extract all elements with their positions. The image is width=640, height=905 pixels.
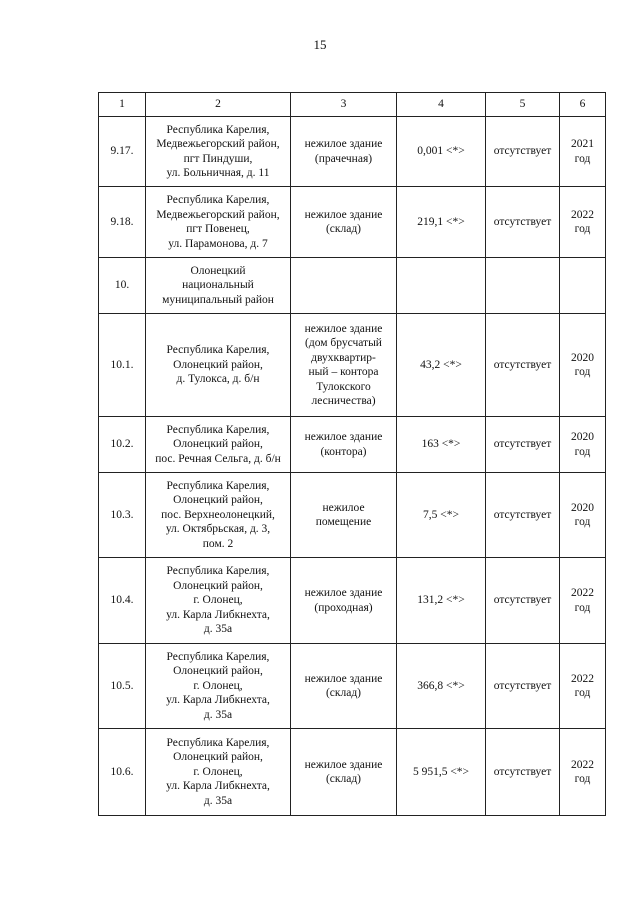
address-line: Олонецкий район, bbox=[173, 358, 263, 371]
object-type-cell bbox=[291, 417, 397, 473]
area-cell: 0,001 <*> bbox=[397, 117, 486, 187]
address-line: г. Олонец, bbox=[193, 594, 243, 607]
year-value: 2021 bbox=[571, 138, 594, 150]
address-cell bbox=[146, 187, 291, 258]
header-cell-3: 3 bbox=[291, 93, 397, 117]
type-line: помещение bbox=[315, 516, 372, 528]
type-line: нежилое здание bbox=[304, 322, 383, 335]
address-line: г. Олонец, bbox=[193, 679, 243, 692]
address-line: муниципальный район bbox=[162, 293, 274, 306]
year-value: 2022 bbox=[571, 208, 594, 221]
type-line: нежилое здание bbox=[304, 587, 383, 599]
year-cell bbox=[560, 187, 606, 258]
property-table bbox=[98, 92, 606, 816]
address-line: ул. Октябрьская, д. 3, bbox=[165, 523, 271, 536]
status-cell: отсутствует bbox=[486, 187, 560, 258]
type-line: нежилое здание bbox=[304, 672, 383, 685]
year-cell bbox=[560, 558, 606, 644]
address-line: пос. Верхнеолонецкий, bbox=[161, 508, 275, 521]
type-line: (склад) bbox=[325, 687, 362, 699]
year-cell bbox=[560, 417, 606, 473]
object-type-cell bbox=[291, 187, 397, 258]
row-number: 10.4. bbox=[99, 558, 146, 644]
header-cell-6: 6 bbox=[560, 93, 606, 117]
address-line: ул. Парамонова, д. 7 bbox=[168, 237, 268, 250]
status-cell: отсутствует bbox=[486, 644, 560, 729]
status-cell: отсутствует bbox=[486, 417, 560, 473]
address-line: д. 35а bbox=[203, 794, 233, 807]
year-value: 2020 bbox=[571, 501, 594, 514]
address-cell bbox=[146, 473, 291, 558]
type-line: ный – контора bbox=[308, 366, 379, 378]
object-type-cell bbox=[291, 314, 397, 417]
address-line: Олонецкий район, bbox=[173, 579, 263, 592]
address-line: пос. Речная Сельга, д. б/н bbox=[155, 452, 281, 465]
status-cell: отсутствует bbox=[486, 473, 560, 558]
address-line: д. 35а bbox=[203, 708, 233, 721]
type-line: (прачечная) bbox=[314, 152, 373, 165]
table-row bbox=[99, 417, 606, 473]
year-unit: год bbox=[574, 601, 591, 614]
type-line: (дом брусчатый bbox=[305, 337, 382, 349]
address-line: Республика Карелия, bbox=[166, 736, 270, 749]
type-line: нежилое здание bbox=[304, 758, 383, 771]
address-line: Олонецкий район, bbox=[173, 751, 263, 764]
address-cell bbox=[146, 558, 291, 644]
address-line: национальный bbox=[182, 279, 254, 292]
type-line: нежилое здание bbox=[304, 138, 383, 150]
type-line: Тулокского bbox=[316, 380, 371, 393]
address-line: Олонецкий bbox=[190, 264, 246, 277]
address-cell bbox=[146, 117, 291, 187]
type-line: (контора) bbox=[320, 445, 367, 458]
header-cell-1: 1 bbox=[99, 93, 146, 117]
type-line: лесничества) bbox=[311, 395, 376, 407]
type-line: (проходная) bbox=[314, 601, 373, 614]
area-cell: 219,1 <*> bbox=[397, 187, 486, 258]
address-line: ул. Больничная, д. 11 bbox=[166, 167, 270, 179]
object-type-cell bbox=[291, 117, 397, 187]
object-type-cell bbox=[291, 558, 397, 644]
address-cell bbox=[146, 417, 291, 473]
table-header-row bbox=[99, 93, 606, 117]
object-type-cell bbox=[291, 258, 397, 314]
table-row bbox=[99, 473, 606, 558]
row-number: 10.5. bbox=[99, 644, 146, 729]
year-value: 2020 bbox=[571, 431, 594, 443]
row-number: 10.6. bbox=[99, 729, 146, 816]
area-cell: 7,5 <*> bbox=[397, 473, 486, 558]
address-line: пгт Повенец, bbox=[186, 223, 250, 235]
status-cell bbox=[486, 258, 560, 314]
address-cell bbox=[146, 729, 291, 816]
object-type-cell bbox=[291, 644, 397, 729]
year-value: 2022 bbox=[571, 587, 594, 599]
status-cell: отсутствует bbox=[486, 729, 560, 816]
address-line: пом. 2 bbox=[202, 537, 234, 550]
row-number: 9.18. bbox=[99, 187, 146, 258]
row-number: 10.2. bbox=[99, 417, 146, 473]
address-cell bbox=[146, 644, 291, 729]
table-row bbox=[99, 117, 606, 187]
table-row bbox=[99, 729, 606, 816]
year-value: 2022 bbox=[571, 672, 594, 685]
address-line: Олонецкий район, bbox=[173, 494, 263, 507]
address-line: д. 35а bbox=[203, 623, 233, 636]
year-cell bbox=[560, 117, 606, 187]
year-cell bbox=[560, 258, 606, 314]
type-line: (склад) bbox=[325, 223, 362, 235]
address-line: Республика Карелия, bbox=[166, 479, 270, 492]
address-cell bbox=[146, 258, 291, 314]
address-line: ул. Карла Либкнехта, bbox=[166, 694, 270, 707]
address-line: Медвежьегорский район, bbox=[156, 138, 280, 150]
header-cell-2: 2 bbox=[146, 93, 291, 117]
address-line: Республика Карелия, bbox=[166, 650, 270, 663]
table-row bbox=[99, 187, 606, 258]
status-cell: отсутствует bbox=[486, 558, 560, 644]
area-cell: 43,2 <*> bbox=[397, 314, 486, 417]
year-unit: год bbox=[574, 445, 591, 458]
type-line: нежилое здание bbox=[304, 431, 383, 443]
year-unit: год bbox=[574, 516, 591, 528]
address-line: Республика Карелия, bbox=[166, 423, 270, 436]
address-line: Республика Карелия, bbox=[166, 344, 270, 357]
year-unit: год bbox=[574, 152, 591, 165]
header-cell-4: 4 bbox=[397, 93, 486, 117]
address-line: Республика Карелия, bbox=[166, 123, 270, 136]
row-number: 10.3. bbox=[99, 473, 146, 558]
address-line: пгт Пиндуши, bbox=[183, 152, 253, 165]
type-line: нежилое bbox=[322, 501, 365, 514]
year-unit: год bbox=[574, 773, 591, 785]
address-line: д. Тулокса, д. б/н bbox=[176, 373, 260, 386]
status-cell: отсутствует bbox=[486, 117, 560, 187]
year-unit: год bbox=[574, 687, 591, 699]
row-number: 9.17. bbox=[99, 117, 146, 187]
address-line: ул. Карла Либкнехта, bbox=[166, 608, 270, 621]
status-cell: отсутствует bbox=[486, 314, 560, 417]
type-line: двухквартир- bbox=[311, 351, 376, 364]
row-number: 10. bbox=[99, 258, 146, 314]
year-value: 2022 bbox=[571, 758, 594, 771]
type-line: нежилое здание bbox=[304, 208, 383, 221]
address-line: Олонецкий район, bbox=[173, 438, 263, 451]
area-cell: 5 951,5 <*> bbox=[397, 729, 486, 816]
year-unit: год bbox=[574, 223, 591, 235]
address-line: Олонецкий район, bbox=[173, 665, 263, 678]
object-type-cell bbox=[291, 473, 397, 558]
year-value: 2020 bbox=[571, 351, 594, 364]
area-cell: 366,8 <*> bbox=[397, 644, 486, 729]
address-line: ул. Карла Либкнехта, bbox=[166, 780, 270, 793]
header-cell-5: 5 bbox=[486, 93, 560, 117]
address-line: Республика Карелия, bbox=[166, 194, 270, 206]
address-cell bbox=[146, 314, 291, 417]
area-cell: 131,2 <*> bbox=[397, 558, 486, 644]
object-type-cell bbox=[291, 729, 397, 816]
address-line: г. Олонец, bbox=[193, 765, 243, 778]
area-cell: 163 <*> bbox=[397, 417, 486, 473]
row-number: 10.1. bbox=[99, 314, 146, 417]
year-cell bbox=[560, 729, 606, 816]
year-cell bbox=[560, 314, 606, 417]
area-cell bbox=[397, 258, 486, 314]
year-cell bbox=[560, 473, 606, 558]
address-line: Республика Карелия, bbox=[166, 565, 270, 578]
type-line: (склад) bbox=[325, 773, 362, 785]
table-row bbox=[99, 258, 606, 314]
table-row bbox=[99, 314, 606, 417]
table-row bbox=[99, 558, 606, 644]
year-unit: год bbox=[574, 366, 591, 378]
page-number: 15 bbox=[313, 37, 327, 52]
table-row bbox=[99, 644, 606, 729]
year-cell bbox=[560, 644, 606, 729]
address-line: Медвежьегорский район, bbox=[156, 208, 280, 221]
